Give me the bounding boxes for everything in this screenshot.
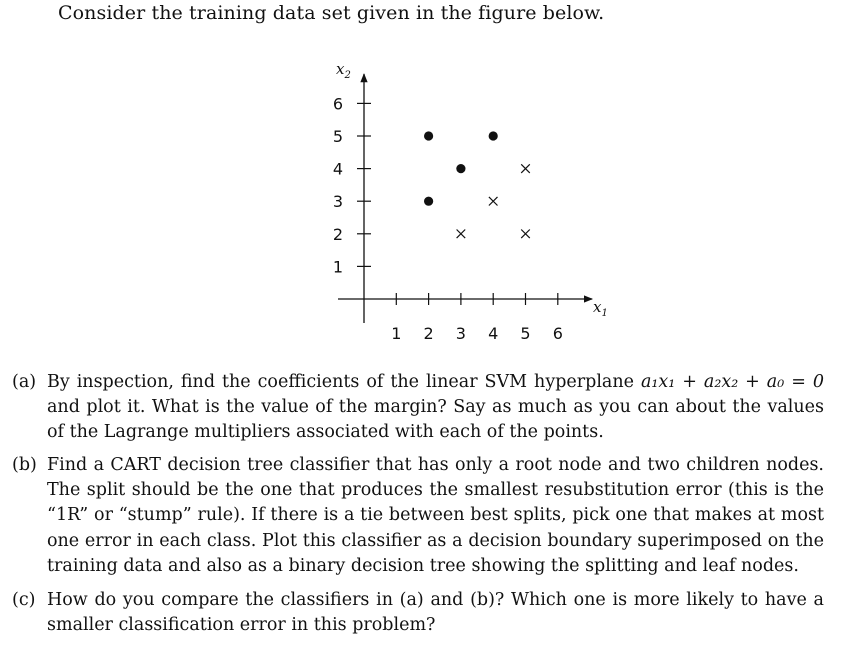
question-c-text: How do you compare the classifiers in (a) and (b)? Which one is more likely to have a smaller classification error in this problem? [47,590,824,636]
data-point-dot [489,131,498,140]
question-c-label: (c) [12,590,36,610]
y-tick-label: 3 [332,192,344,212]
x-tick-label: 5 [520,324,531,343]
y-tick-label: 2 [332,224,344,244]
y-tick-label: 6 [332,94,344,114]
data-point-dot [424,197,433,206]
data-point-cross [489,197,498,206]
question-a-label: (a) [12,372,37,392]
question-a-text-before: By inspection, find the coefficients of the linear SVM hyperplane [47,372,641,392]
question-b-text: Find a CART decision tree classifier that has only a root node and two children nodes. The split should be the one that produces the smallest resubstitution error (this is the “1R” or “stump” rule). If there is a tie between best splits, pick one that makes at most one error in each class. Plot this classifier as a decision boundary superimposed on the training data and also as a binary decision tree showing the splitting and leaf nodes. [47,455,824,576]
x-axis-subscript: 1 [601,308,608,319]
data-point-cross [521,164,530,173]
question-c [12,588,824,638]
data-point-dot [456,164,465,173]
data-point-cross [521,230,530,239]
y-tick-label: 5 [332,127,344,146]
x-tick-label: 2 [423,324,434,343]
question-b [12,453,824,579]
question-b-label: (b) [12,455,37,475]
data-point-dot [424,131,433,140]
hyperplane-equation: a₁x₁ + a₂x₂ + a₀ = 0 [640,372,824,392]
y-axis-label: $x_2$ [336,60,351,81]
x-tick-label: 6 [552,324,563,343]
y-tick-label: 4 [332,159,344,179]
y-axis-subscript: 2 [344,70,351,81]
intro-text: Consider the training data set given in the figure below. [58,2,605,24]
question-a [12,370,824,446]
x-tick-label: 1 [391,324,402,343]
question-a-text-after: and plot it. What is the value of the margin? Say as much as you can about the values of the Lagrange multipliers associated with each of the points. [47,397,824,443]
x-axis-label: $x_1$ [593,298,608,319]
data-point-cross [457,230,466,239]
y-tick-label: 1 [332,257,344,277]
x-tick-label: 4 [488,324,499,343]
x-tick-label: 3 [455,324,466,343]
